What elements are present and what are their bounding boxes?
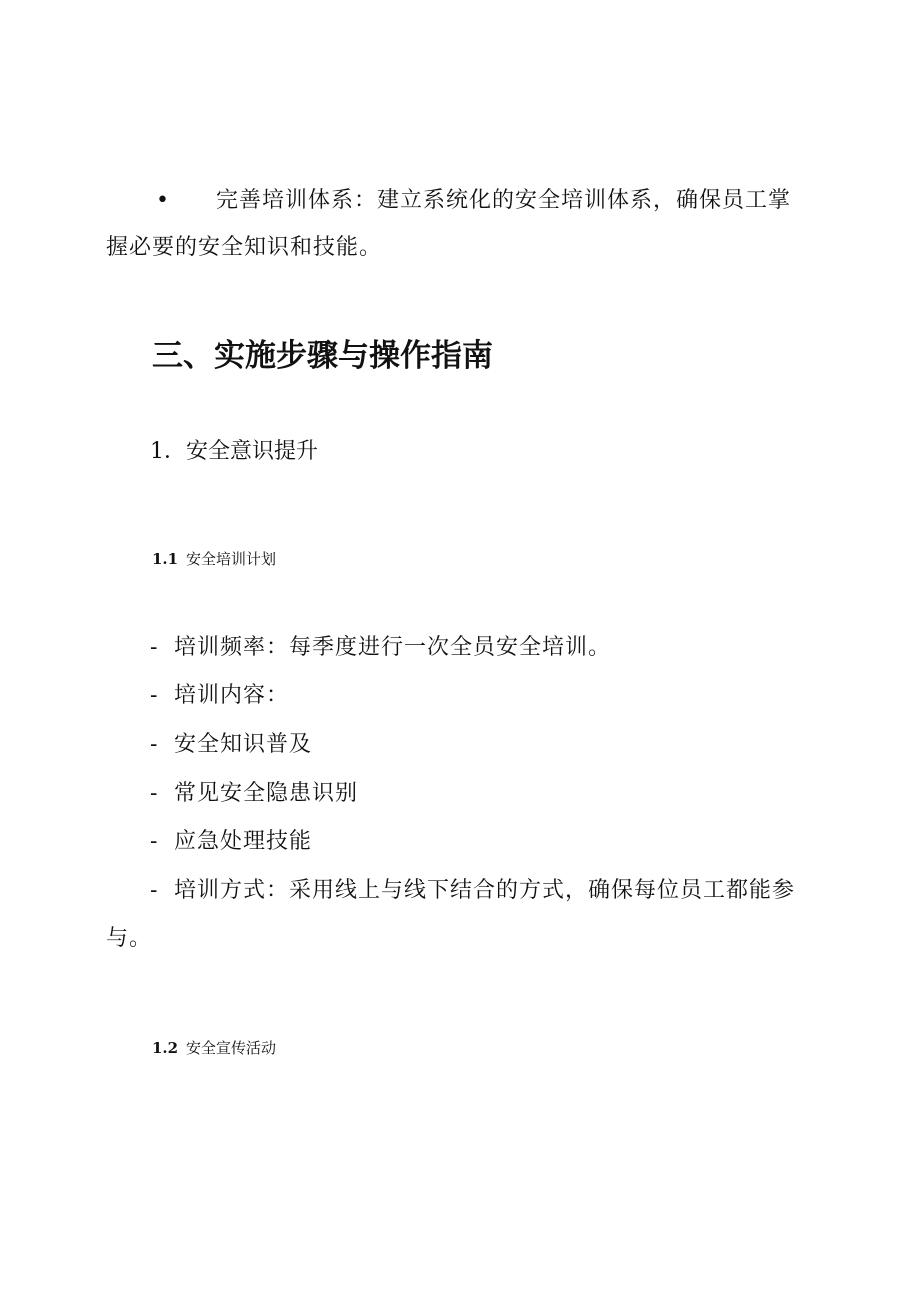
list-item-content: [150, 681, 289, 711]
bullet-dot: •: [156, 188, 169, 213]
list-item-hazards-text: 常见安全隐患识别: [174, 781, 359, 806]
list-item-emergency: [150, 827, 312, 857]
bullet-text-line-2: 握必要的安全知识和技能。: [106, 235, 383, 260]
list-item-method-text: 培训方式：采用线上与线下结合的方式，确保每位员工都能参: [174, 878, 796, 903]
bullet-text-line-1: 完善培训体系：建立系统化的安全培训体系，确保员工掌: [216, 188, 792, 213]
item-1-1-label: 安全培训计划: [186, 550, 277, 568]
item-1-1-number: 1.1: [152, 550, 179, 568]
item-1-1-heading: [152, 549, 276, 569]
dash-marker: -: [150, 781, 159, 806]
list-item-frequency-text: 培训频率：每季度进行一次全员安全培训。: [174, 635, 612, 660]
list-item-knowledge: [150, 730, 312, 760]
subsection-title: 1．安全意识提升: [150, 439, 318, 464]
list-item-method-continuation: 与。: [106, 926, 153, 951]
list-item-content-text: 培训内容：: [174, 683, 290, 708]
item-1-2-label: 安全宣传活动: [186, 1039, 277, 1057]
list-item-hazards: [150, 779, 358, 809]
list-item-frequency: [150, 633, 611, 663]
dash-marker: -: [150, 878, 159, 903]
item-1-2-number: 1.2: [152, 1039, 179, 1057]
dash-marker: -: [150, 683, 159, 708]
list-item-emergency-text: 应急处理技能: [174, 829, 313, 854]
list-item-method: [150, 876, 795, 906]
item-1-2-heading: [152, 1038, 276, 1058]
dash-marker: -: [150, 829, 159, 854]
section-title: 三、实施步骤与操作指南: [152, 338, 493, 374]
dash-marker: -: [150, 732, 159, 757]
dash-marker: -: [150, 635, 159, 660]
list-item-knowledge-text: 安全知识普及: [174, 732, 313, 757]
